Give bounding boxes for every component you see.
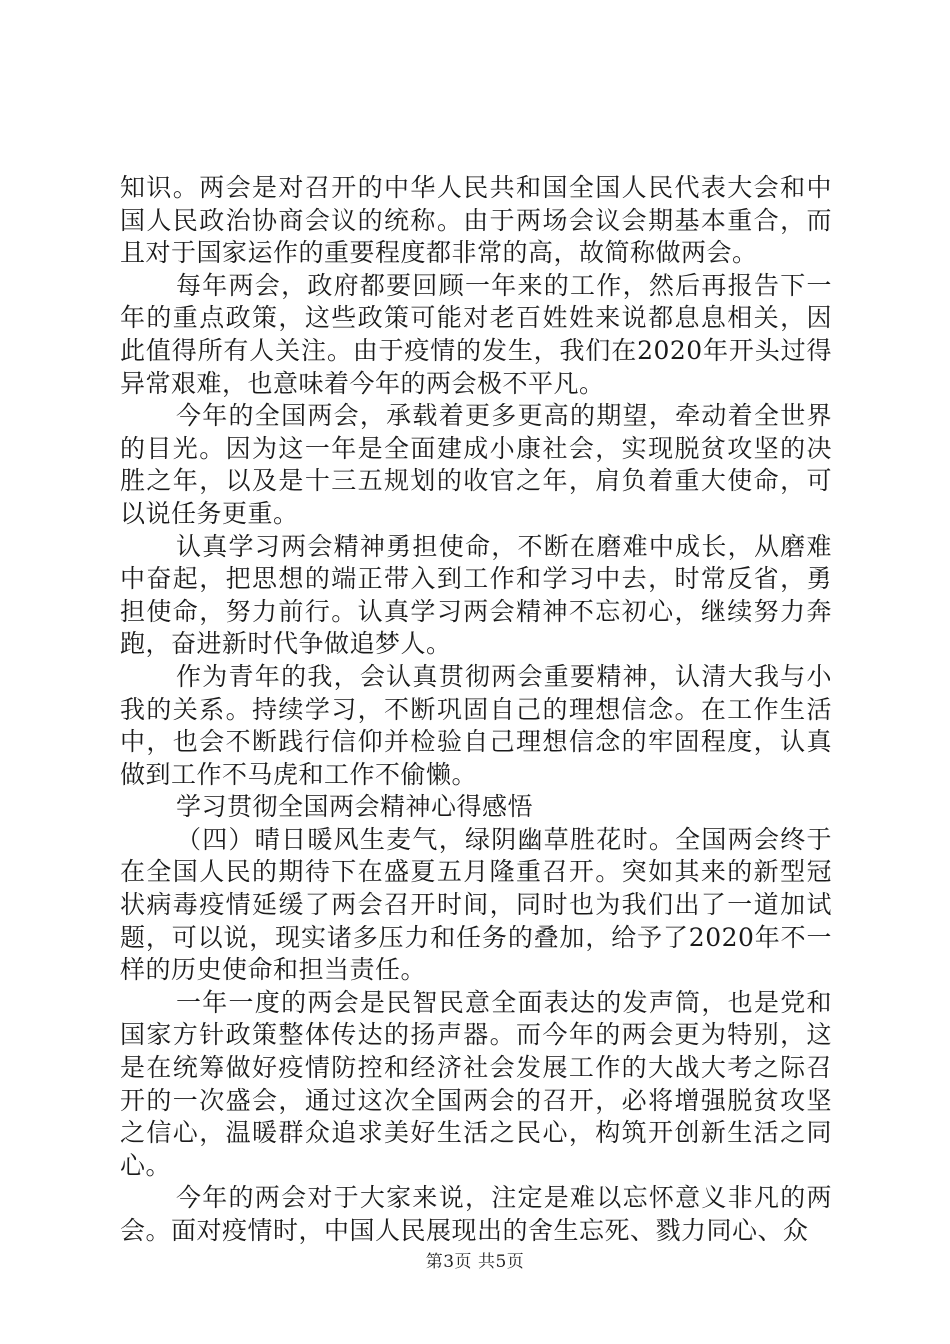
paragraph: （四）晴日暖风生麦气，绿阴幽草胜花时。全国两会终于在全国人民的期待下在盛夏五月隆重召开。突如其来的新型冠状病毒疫情延缓了两会召开时间，同时也为我们出了一道加试题，可以说，现实诸多压力和任务的叠加，给予了2020年不一样的历史使命和担当责任。	[120, 824, 832, 985]
section-heading: 学习贯彻全国两会精神心得感悟	[176, 792, 534, 822]
document-body	[120, 172, 832, 1248]
paragraph: 作为青年的我，会认真贯彻两会重要精神，认清大我与小我的关系。持续学习，不断巩固自己的理想信念。在工作生活中，也会不断践行信仰并检验自己理想信念的牢固程度，认真做到工作不马虎和工作不偷懒。	[120, 661, 832, 789]
paragraph: 今年的两会对于大家来说，注定是难以忘怀意义非凡的两会。面对疫情时，中国人民展现出的舍生忘死、戮力同心、众	[120, 1183, 832, 1245]
paragraph: 认真学习两会精神勇担使命，不断在磨难中成长，从磨难中奋起，把思想的端正带入到工作和学习中去，时常反省，勇担使命，努力前行。认真学习两会精神不忘初心，继续努力奔跑，奋进新时代争做追梦人。	[120, 531, 832, 659]
page-footer: 第3页 共5页	[425, 1252, 525, 1272]
paragraph: 今年的全国两会，承载着更多更高的期望，牵动着全世界的目光。因为这一年是全面建成小康社会，实现脱贫攻坚的决胜之年，以及是十三五规划的收官之年，肩负着重大使命，可以说任务更重。	[120, 401, 832, 528]
paragraph-continuation: 知识。两会是对召开的中华人民共和国全国人民代表大会和中国人民政治协商会议的统称。由于两场会议会期基本重合，而且对于国家运作的重要程度都非常的高，故简称做两会。	[120, 173, 832, 268]
paragraph: 一年一度的两会是民智民意全面表达的发声筒，也是党和国家方针政策整体传达的扬声器。而今年的两会更为特别，这是在统筹做好疫情防控和经济社会发展工作的大战大考之际召开的一次盛会，通过这次全国两会的召开，必将增强脱贫攻坚之信心，温暖群众追求美好生活之民心，构筑开创新生活之同心。	[120, 987, 832, 1180]
paragraph: 每年两会，政府都要回顾一年来的工作，然后再报告下一年的重点政策，这些政策可能对老百姓姓来说都息息相关，因此值得所有人关注。由于疫情的发生，我们在2020年开头过得异常艰难，也意味着今年的两会极不平凡。	[120, 270, 832, 398]
